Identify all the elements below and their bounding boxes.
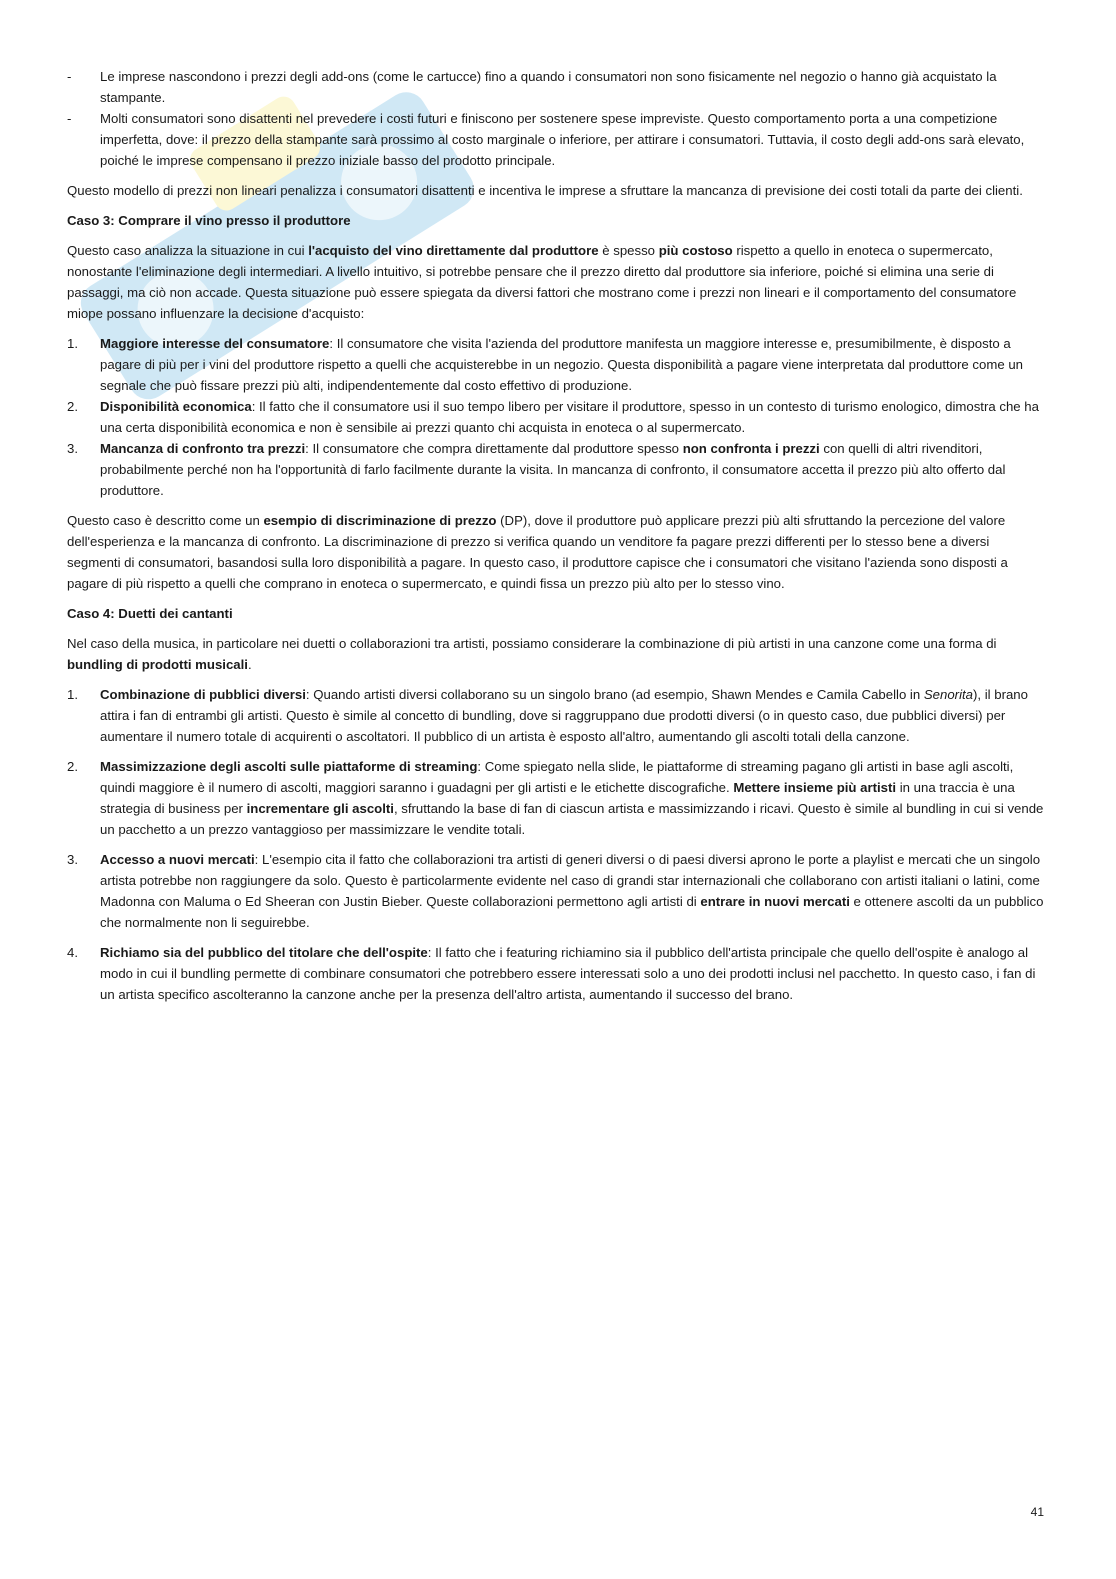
bold-run: Disponibilità economica: [100, 399, 252, 414]
bold-run: l'acquisto del vino direttamente dal produttore: [308, 243, 599, 258]
italic-run: Senorita: [923, 687, 973, 702]
text-run: Questo caso analizza la situazione in cui: [67, 243, 309, 258]
text-run: : Come spiegato nella slide, le piattaforme di streaming pagano gli artisti in base agli ascolti, quindi maggiore è il numero di ascolti, maggiori saranno i guadagni per gli artisti e le etichette discografiche.: [100, 759, 1014, 795]
bullet-text: Le imprese nascondono i prezzi degli add-ons (come le cartucce) fino a quando i consumatori non sono fisicamente nel negozio o hanno già acquistato la stampante.: [100, 69, 997, 105]
list-item: [67, 684, 1045, 747]
list-item: [67, 108, 1045, 171]
list-number: 3.: [67, 441, 78, 456]
page-number: 41: [1030, 1505, 1044, 1519]
list-number: 1.: [67, 687, 78, 702]
bold-run: bundling di prodotti musicali: [67, 657, 248, 672]
text-run: : Il fatto che il consumatore usi il suo tempo libero per visitare il produttore, spesso in un contesto di turismo enologico, dimostra che ha una certa disponibilità economica e non è sensibile ai prezzi quanto chi acquista in enoteca o al supermercato.: [100, 399, 1039, 435]
intro-bullet-list: [67, 66, 1045, 171]
list-number: 3.: [67, 852, 78, 867]
paragraph: [67, 633, 1045, 675]
bold-run: incrementare gli ascolti: [246, 801, 394, 816]
text-run: Questo caso è descritto come un: [67, 513, 264, 528]
list-item: [67, 756, 1045, 840]
bold-run: Combinazione di pubblici diversi: [100, 687, 306, 702]
paragraph: Questo modello di prezzi non lineari penalizza i consumatori disattenti e incentiva le imprese a sfruttare la mancanza di previsione dei costi totali da parte dei clienti.: [67, 183, 1023, 198]
document-page: [67, 66, 1045, 1014]
list-item: [67, 66, 1045, 108]
bold-run: Mancanza di confronto tra prezzi: [100, 441, 306, 456]
text-run: Nel caso della musica, in particolare nei duetti o collaborazioni tra artisti, possiamo considerare la combinazione di più artisti in una canzone come una forma di: [67, 636, 997, 651]
list-item: [67, 333, 1045, 396]
bold-run: entrare in nuovi mercati: [700, 894, 850, 909]
bold-run: Mettere insieme più artisti: [733, 780, 897, 795]
text-run: rispetto a quello in enoteca o supermercato, nonostante l'eliminazione degli intermediari. A livello intuitivo, si potrebbe pensare che il prezzo diretto dal produttore sia inferiore, poiché si elimina una serie di passaggi, ma ciò non accade. Questa situazione può essere spiegata da diversi fattori che mostrano come i prezzi non lineari e il comportamento del consumatore miope possano influenzare la decisione d'acquisto:: [67, 243, 1017, 321]
text-run: : Il consumatore che visita l'azienda del produttore manifesta un maggiore interesse e, presumibilmente, è disposto a pagare di più per i vini del produttore rispetto a quelli che acquisterebbe in un negozio. Questa disponibilità a pagare viene interpretata dal produttore come un segnale che può fissare prezzi più alti, indipendentemente dal costo effettivo di produzione.: [100, 336, 1023, 393]
paragraph: [67, 510, 1045, 594]
bullet-marker: -: [67, 69, 72, 84]
text-run: e ottenere ascolti da un pubblico che normalmente non li seguirebbe.: [100, 894, 1044, 930]
text-run: : Quando artisti diversi collaborano su un singolo brano (ad esempio, Shawn Mendes e Camila Cabello in: [305, 687, 924, 702]
bold-run: non confronta i prezzi: [682, 441, 820, 456]
text-run: : Il fatto che i featuring richiamino sia il pubblico dell'artista principale che quello dell'ospite è analogo al modo in cui il bundling permette di combinare consumatori che potrebbero essere interessati solo a uno dei prodotti inclusi nel pacchetto. In questo caso, i fan di un artista specifico ascolteranno la canzone anche per la presenza dell'altro artista, aumentando il successo del brano.: [100, 945, 1036, 1002]
list-number: 2.: [67, 759, 78, 774]
text-run: .: [247, 657, 252, 672]
list-item: [67, 942, 1045, 1005]
list-number: 2.: [67, 399, 78, 414]
section-heading-case3: Caso 3: Comprare il vino presso il produttore: [67, 213, 351, 228]
list-item: [67, 438, 1045, 501]
bold-run: Massimizzazione degli ascolti sulle piattaforme di streaming: [100, 759, 478, 774]
paragraph: [67, 240, 1045, 324]
bold-run: Accesso a nuovi mercati: [100, 852, 255, 867]
bullet-text: Molti consumatori sono disattenti nel prevedere i costi futuri e finiscono per sostenere spese impreviste. Questo comportamento porta a una competizione imperfetta, dove: il prezzo della stampante sarà prossimo al costo marginale o inferiore, per attirare i consumatori. Tuttavia, il costo degli add-ons sarà elevato, poiché le imprese compensano il prezzo iniziale basso del prodotto principale.: [100, 111, 1025, 168]
text-run: (DP), dove il produttore può applicare prezzi più alti sfruttando la percezione del valore dell'esperienza e la mancanza di confronto. La discriminazione di prezzo si verifica quando un venditore fa pagare prezzi differenti per lo stesso bene a diversi segmenti di consumatori, basandosi sulla loro disponibilità a pagare. In questo caso, il produttore capisce che i consumatori che visitano l'azienda sono disposti a pagare di più rispetto a quelli che comprano in enoteca o supermercato, e quindi fissa un prezzo più alto per lo stesso vino.: [67, 513, 1008, 591]
case4-numbered-list: [67, 684, 1045, 1005]
text-run: è spesso: [598, 243, 659, 258]
section-heading-case4: Caso 4: Duetti dei cantanti: [67, 606, 233, 621]
text-run: , sfruttando la base di fan di ciascun artista e massimizzando i ricavi. Questo è simile al bundling in cui si vende un pacchetto a un prezzo vantaggioso per massimizzare le vendite totali.: [100, 801, 1044, 837]
bold-run: esempio di discriminazione di prezzo: [263, 513, 497, 528]
case3-numbered-list: [67, 333, 1045, 501]
bold-run: più costoso: [658, 243, 733, 258]
list-number: 1.: [67, 336, 78, 351]
text-run: : L'esempio cita il fatto che collaborazioni tra artisti di generi diversi o di paesi diversi aprono le porte a playlist e mercati che un singolo artista potrebbe non raggiungere da solo. Questo è particolarmente evidente nel caso di grandi star internazionali che collaborano con artisti italiani o latini, come Madonna con Maluma o Ed Sheeran con Justin Bieber. Queste collaborazioni permettono agli artisti di: [100, 852, 1041, 909]
list-item: [67, 396, 1045, 438]
bullet-marker: -: [67, 111, 72, 126]
bold-run: Richiamo sia del pubblico del titolare che dell'ospite: [100, 945, 428, 960]
text-run: ), il brano attira i fan di entrambi gli artisti. Questo è simile al concetto di bundling, dove si raggruppano due prodotti diversi (o in questo caso, due pubblici diversi) per aumentare il numero totale di acquirenti o ascoltatori. Il pubblico di un artista è esposto all'altro, aumentando gli ascolti totali della canzone.: [100, 687, 1028, 744]
text-run: : Il consumatore che compra direttamente dal produttore spesso: [305, 441, 683, 456]
bold-run: Maggiore interesse del consumatore: [100, 336, 330, 351]
text-run: in una traccia è una strategia di business per: [100, 780, 1015, 816]
list-number: 4.: [67, 945, 78, 960]
list-item: [67, 849, 1045, 933]
text-run: con quelli di altri rivenditori, probabilmente perché non ha l'opportunità di farlo facilmente durante la visita. In mancanza di confronto, il consumatore accetta il prezzo più alto offerto dal produttore.: [100, 441, 1006, 498]
